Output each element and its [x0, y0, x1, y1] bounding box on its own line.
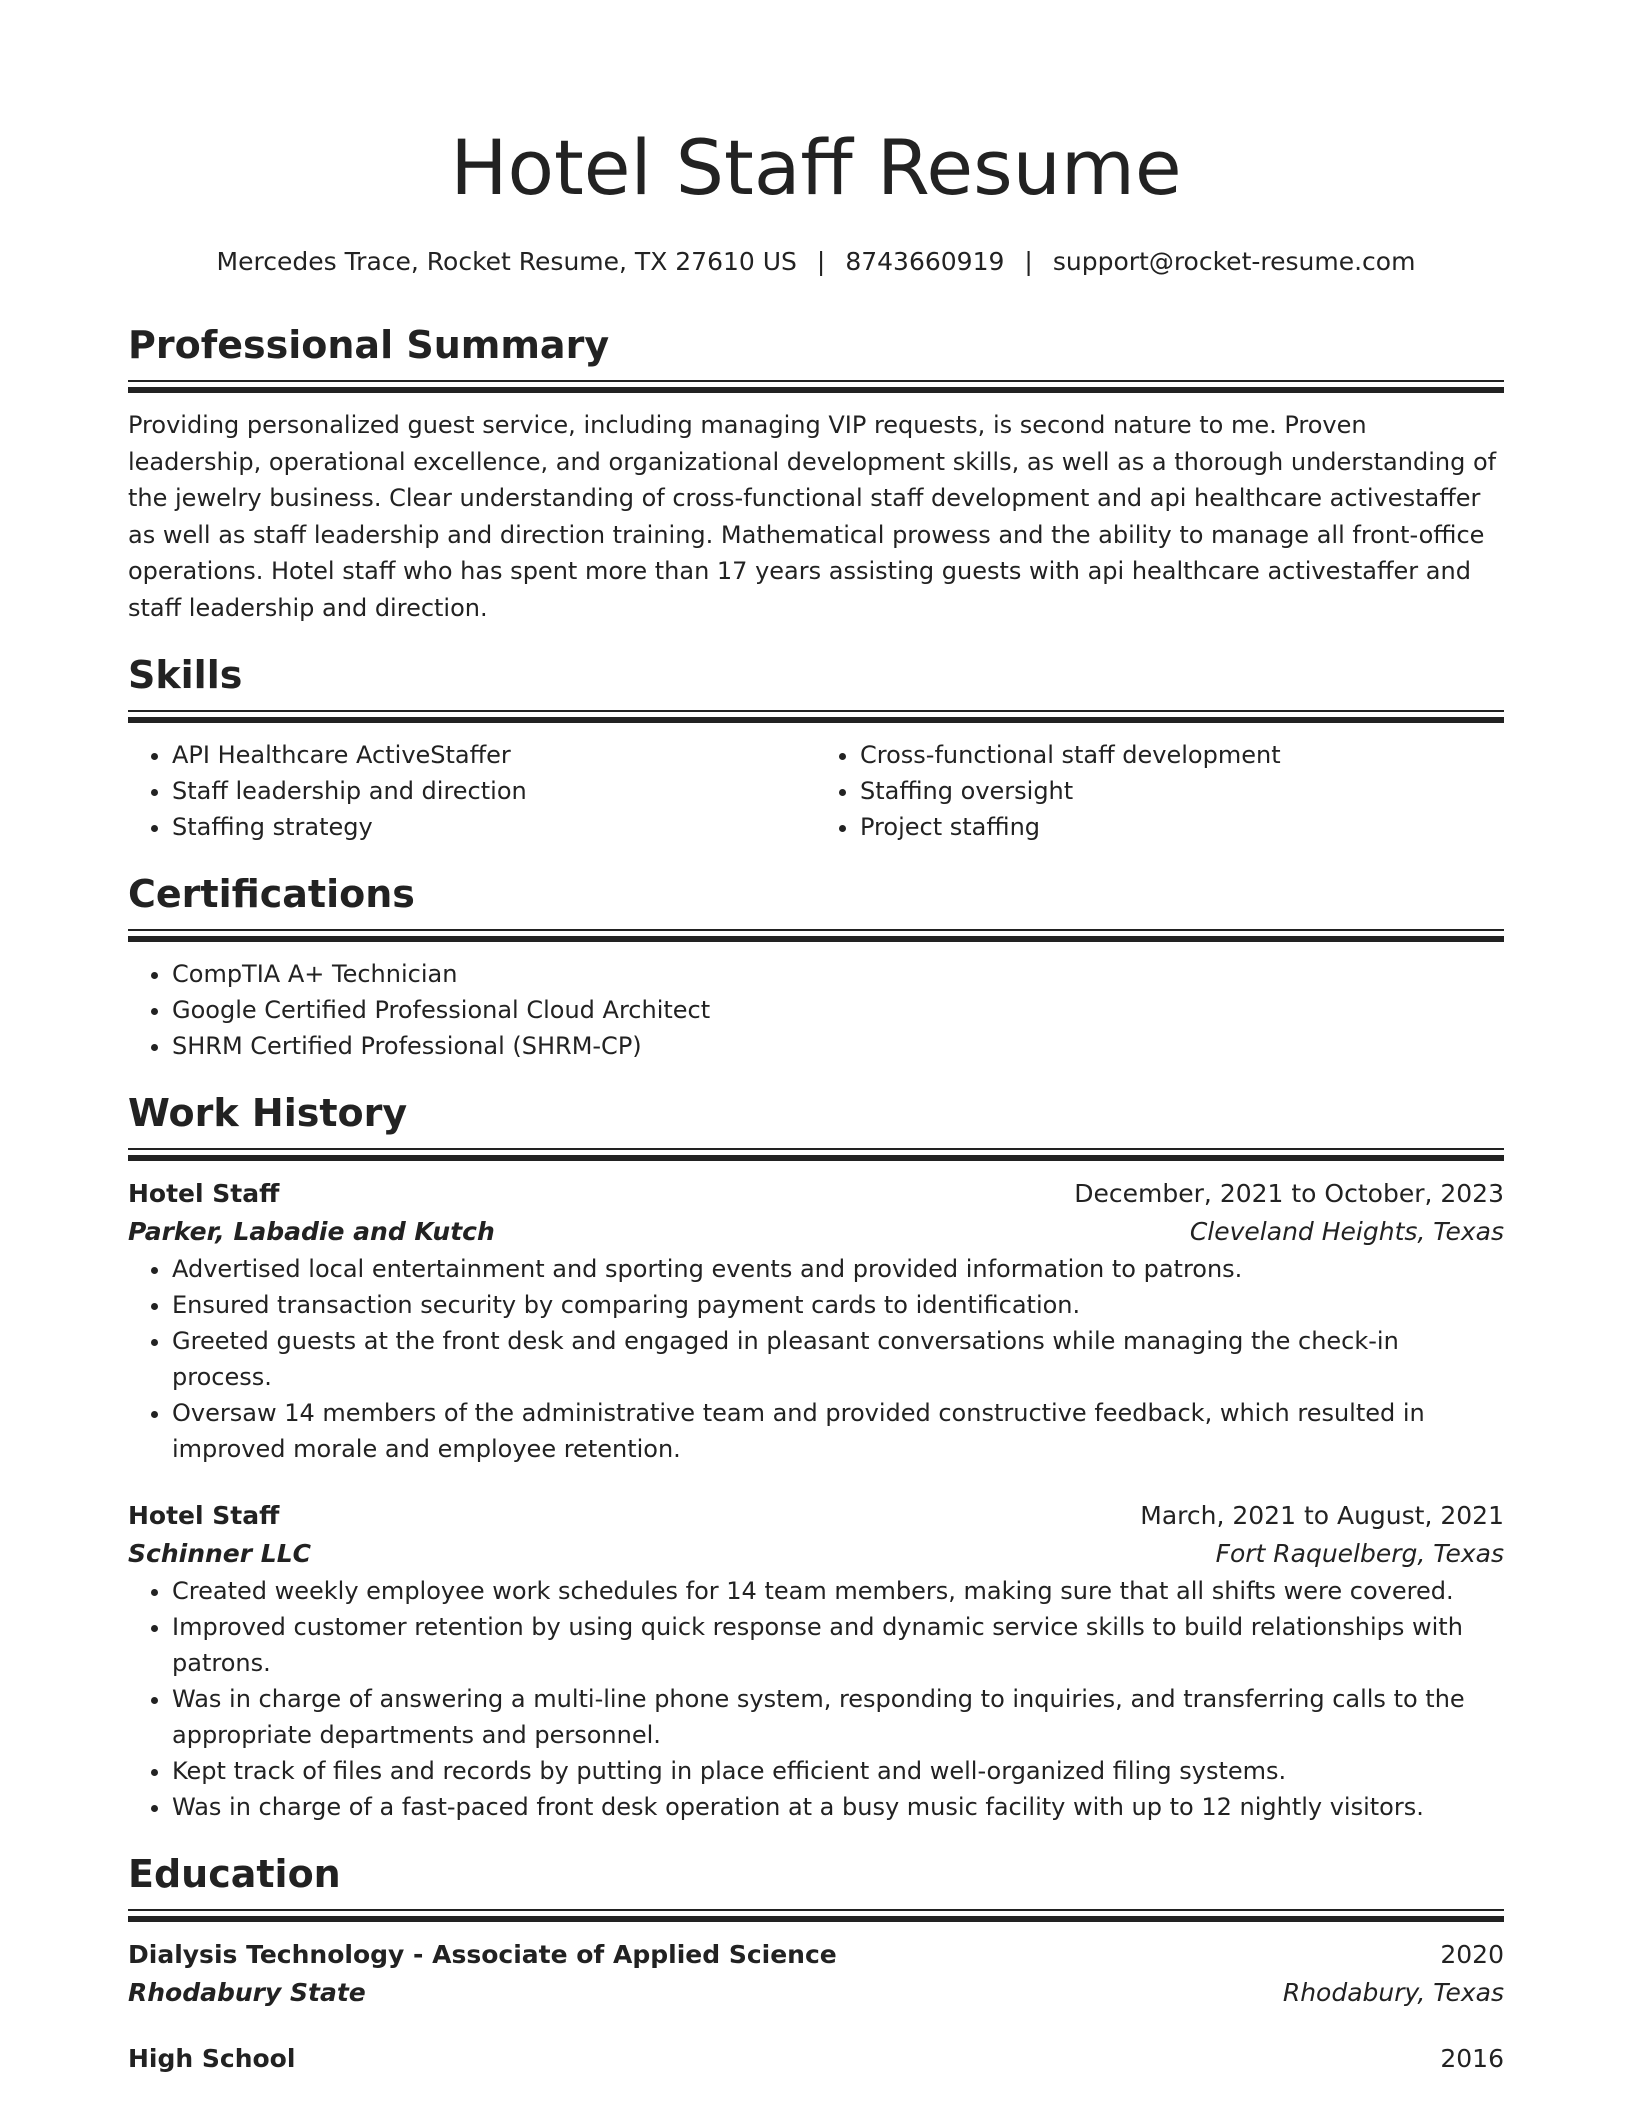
section-heading-work-history: Work History — [128, 1091, 408, 1135]
job-entry — [128, 1175, 1504, 1467]
education-school: Rhodabury State — [128, 1978, 366, 2007]
section-divider — [128, 710, 1504, 723]
skill-item: • Staff leadership and direction — [172, 773, 816, 809]
certifications-section — [128, 871, 1504, 1064]
job-bullet: • Oversaw 14 members of the administrative team and provided constructive feedback, which resulted in improved morale and employee retention. — [172, 1395, 1504, 1467]
education-header — [128, 2040, 1504, 2078]
job-company: Schinner LLC — [128, 1539, 311, 1568]
job-dates: December, 2021 to October, 2023 — [1074, 1179, 1504, 1208]
education-entry — [128, 2040, 1504, 2078]
job-entry — [128, 1497, 1504, 1825]
job-location: Fort Raquelberg, Texas — [1215, 1539, 1504, 1568]
skill-item: • Cross-functional staff development — [860, 737, 1504, 773]
job-bullet: • Greeted guests at the front desk and engaged in pleasant conversations while managing the check-in process. — [172, 1323, 1504, 1395]
skills-grid — [128, 737, 1504, 845]
section-divider — [128, 1148, 1504, 1161]
section-divider — [128, 929, 1504, 942]
section-divider — [128, 380, 1504, 393]
job-header — [128, 1175, 1504, 1213]
job-bullets — [128, 1573, 1504, 1825]
job-title: Hotel Staff — [128, 1179, 280, 1208]
certification-item: • Google Certified Professional Cloud Architect — [172, 992, 1504, 1028]
section-divider — [128, 1909, 1504, 1922]
skill-item: • Staffing oversight — [860, 773, 1504, 809]
resume-page — [128, 0, 1504, 2078]
certifications-list — [128, 956, 1504, 1064]
job-dates: March, 2021 to August, 2021 — [1140, 1501, 1504, 1530]
contact-email: support@rocket-resume.com — [1052, 247, 1416, 276]
job-bullet: • Advertised local entertainment and sporting events and provided information to patrons. — [172, 1251, 1504, 1287]
section-heading-education: Education — [128, 1852, 341, 1896]
section-heading-certifications: Certifications — [128, 872, 415, 916]
contact-address: Mercedes Trace, Rocket Resume, TX 27610 US — [216, 247, 797, 276]
work-history-section — [128, 1090, 1504, 1825]
education-location: Rhodabury, Texas — [1282, 1978, 1504, 2007]
education-section — [128, 1851, 1504, 2078]
job-header — [128, 1497, 1504, 1535]
job-bullet: • Improved customer retention by using quick response and dynamic service skills to build relationships with patrons. — [172, 1609, 1504, 1681]
job-location: Cleveland Heights, Texas — [1189, 1217, 1504, 1246]
skills-list-right — [816, 737, 1504, 845]
skills-section — [128, 652, 1504, 845]
skill-item: • Staffing strategy — [172, 809, 816, 845]
job-company: Parker, Labadie and Kutch — [128, 1217, 495, 1246]
skills-list-left — [128, 737, 816, 845]
job-bullet: • Ensured transaction security by comparing payment cards to identification. — [172, 1287, 1504, 1323]
summary-section — [128, 322, 1504, 626]
skill-item: • Project staffing — [860, 809, 1504, 845]
job-bullet: • Was in charge of answering a multi-line phone system, responding to inquiries, and transferring calls to the appropriate departments and personnel. — [172, 1681, 1504, 1753]
job-bullet: • Kept track of files and records by putting in place efficient and well-organized filing systems. — [172, 1753, 1504, 1789]
education-degree: High School — [128, 2044, 296, 2073]
education-entry — [128, 1936, 1504, 2012]
skill-item: • API Healthcare ActiveStaffer — [172, 737, 816, 773]
job-subheader — [128, 1535, 1504, 1573]
section-heading-summary: Professional Summary — [128, 323, 610, 367]
certification-item: • CompTIA A+ Technician — [172, 956, 1504, 992]
contact-phone: 8743660919 — [845, 247, 1005, 276]
summary-text: Providing personalized guest service, including managing VIP requests, is second nature to me. Proven leadership, operational excellence, and organizational development skills, as well as a thorough understanding of the jewelry business. Clear understanding of cross-functional staff development and api healthcare activestaffer as well as staff leadership and direction training. Mathematical prowess and the ability to manage all front-office operations. Hotel staff who has spent more than 17 years assisting guests with api healthcare activestaffer and staff leadership and direction. — [128, 411, 1497, 622]
section-heading-skills: Skills — [128, 653, 243, 697]
education-subheader — [128, 1974, 1504, 2012]
job-subheader — [128, 1213, 1504, 1251]
education-header — [128, 1936, 1504, 1974]
contact-separator: | — [816, 247, 826, 276]
resume-title: Hotel Staff Resume — [450, 123, 1182, 212]
job-bullets — [128, 1251, 1504, 1467]
job-bullet: • Was in charge of a fast-paced front desk operation at a busy music facility with up to 12 nightly visitors. — [172, 1789, 1504, 1825]
education-year: 2016 — [1440, 2044, 1504, 2073]
job-title: Hotel Staff — [128, 1501, 280, 1530]
education-year: 2020 — [1440, 1940, 1504, 1969]
contact-separator: | — [1024, 247, 1033, 276]
contact-line — [128, 246, 1504, 278]
job-bullet: • Created weekly employee work schedules for 14 team members, making sure that all shifts were covered. — [172, 1573, 1504, 1609]
education-degree: Dialysis Technology - Associate of Applied Science — [128, 1940, 837, 1969]
certification-item: • SHRM Certified Professional (SHRM-CP) — [172, 1028, 1504, 1064]
